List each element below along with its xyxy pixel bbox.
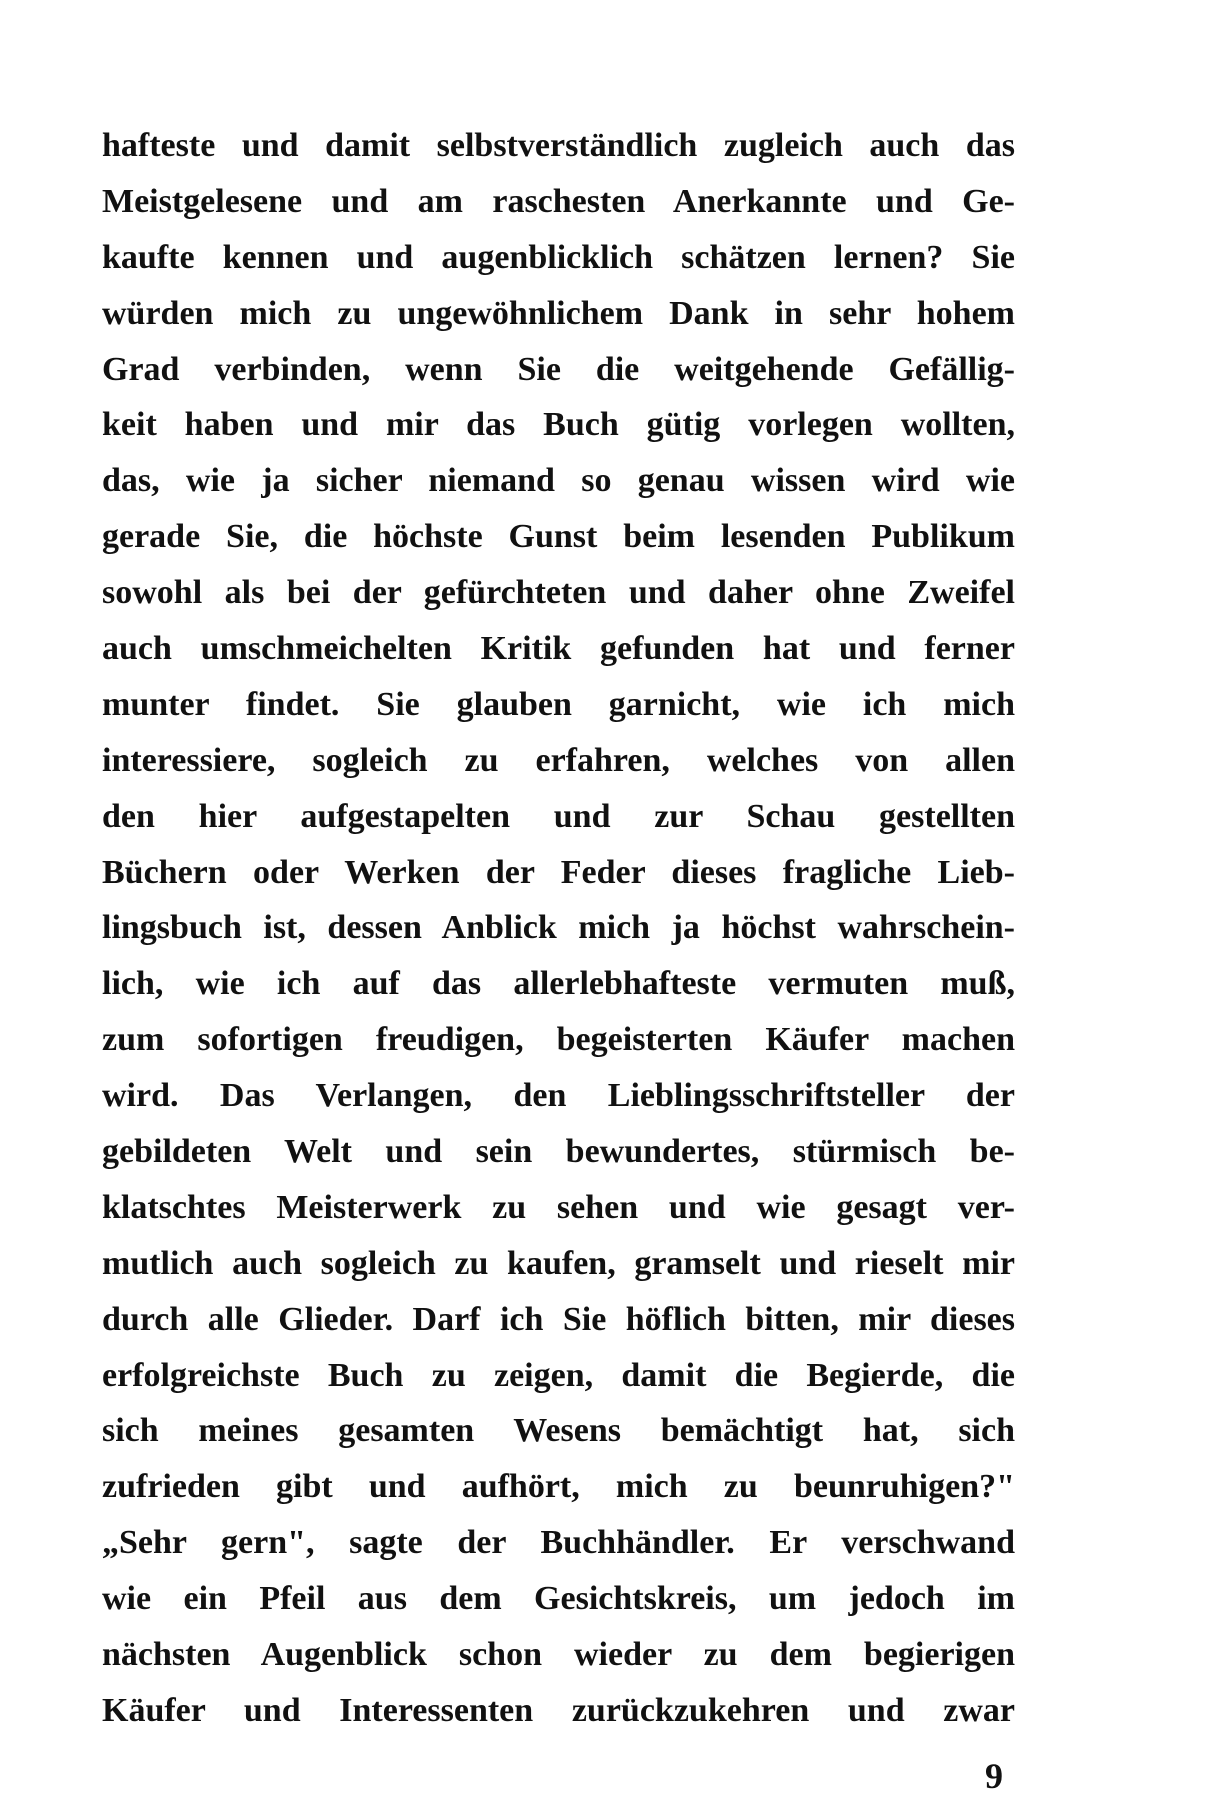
text-line: hafteste und damit selbstverständlich zugleich auch das xyxy=(102,127,1015,164)
text-line: würden mich zu ungewöhnlichem Dank in sehr hohem xyxy=(102,294,1015,332)
text-line: lich, wie ich auf das allerlebhafteste vermuten muß, xyxy=(102,965,1015,1003)
text-line: Grad verbinden, wenn Sie die weitgehende Gefällig- xyxy=(102,350,1015,388)
text-line: gebildeten Welt und sein bewundertes, stürmisch be- xyxy=(102,1133,1015,1171)
text-line: zum sofortigen freudigen, begeisterten Käufer machen xyxy=(102,1021,1015,1059)
text-line: auch umschmeichelten Kritik gefunden hat und ferner xyxy=(102,630,1015,668)
body-text xyxy=(102,118,1015,1739)
text-line: nächsten Augenblick schon wieder zu dem begierigen xyxy=(102,1636,1015,1674)
text-line: munter findet. Sie glauben garnicht, wie ich mich xyxy=(102,685,1015,723)
text-line: Käufer und Interessenten zurückzukehren und zwar xyxy=(102,1691,1015,1729)
text-line: keit haben und mir das Buch gütig vorlegen wollten, xyxy=(102,406,1015,444)
text-line: wie ein Pfeil aus dem Gesichtskreis, um jedoch im xyxy=(102,1580,1015,1618)
text-line: mutlich auch sogleich zu kaufen, gramselt und rieselt mir xyxy=(102,1244,1015,1282)
text-line: lingsbuch ist, dessen Anblick mich ja höchst wahrschein- xyxy=(102,909,1015,947)
text-line: den hier aufgestapelten und zur Schau gestellten xyxy=(102,797,1015,835)
text-line: interessiere, sogleich zu erfahren, welches von allen xyxy=(102,741,1015,779)
text-line: das, wie ja sicher niemand so genau wissen wird wie xyxy=(102,462,1015,500)
text-line: sich meines gesamten Wesens bemächtigt hat, sich xyxy=(102,1412,1015,1450)
text-line: erfolgreichste Buch zu zeigen, damit die Begierde, die xyxy=(102,1356,1015,1394)
text-line: sowohl als bei der gefürchteten und daher ohne Zweifel xyxy=(102,574,1015,612)
text-line: Meistgelesene und am raschesten Anerkannte und Ge- xyxy=(102,182,1015,220)
text-line: Büchern oder Werken der Feder dieses fragliche Lieb- xyxy=(102,853,1015,891)
text-line: kaufte kennen und augenblicklich schätzen lernen? Sie xyxy=(102,238,1015,276)
text-line: „Sehr gern", sagte der Buchhändler. Er verschwand xyxy=(102,1524,1015,1562)
page-number: 9 xyxy=(985,1756,1003,1796)
text-line: gerade Sie, die höchste Gunst beim lesenden Publikum xyxy=(102,518,1015,556)
text-line: zufrieden gibt und aufhört, mich zu beunruhigen?" xyxy=(102,1468,1015,1506)
text-line: klatschtes Meisterwerk zu sehen und wie gesagt ver- xyxy=(102,1188,1015,1226)
text-line: wird. Das Verlangen, den Lieblingsschriftsteller der xyxy=(102,1077,1015,1115)
text-line: durch alle Glieder. Darf ich Sie höflich bitten, mir dieses xyxy=(102,1300,1015,1338)
